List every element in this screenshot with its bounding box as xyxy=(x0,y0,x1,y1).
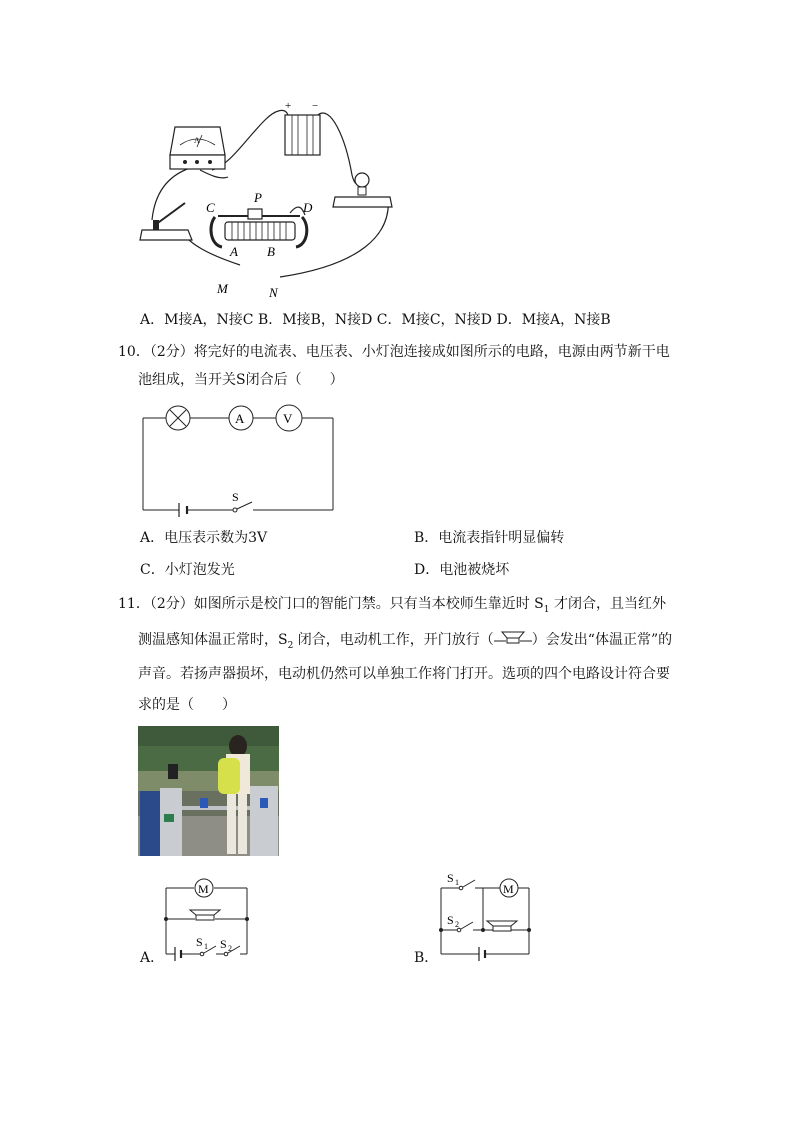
voltmeter-symbol-label: V xyxy=(283,411,293,426)
switch-S2-A-subscript: 2 xyxy=(228,944,232,953)
switch-S1-B-subscript: 1 xyxy=(455,878,459,887)
q11-stem-line3: 声音。若扬声器损坏，电动机仍然可以单独工作将门打开。选项的四个电路设计符合要 xyxy=(138,666,670,682)
battery-device xyxy=(285,100,320,155)
rheostat-device xyxy=(211,209,307,247)
switch-S2-B-label: S xyxy=(447,913,454,927)
q9-apparatus-figure xyxy=(130,95,410,305)
q11-line1-subscript: 1 xyxy=(543,604,550,615)
switch-S1-A-subscript: 1 xyxy=(204,942,208,951)
battery-minus-label: − xyxy=(312,100,319,112)
q11-line2-part-b: 闭合，电动机工作，开门放行（ xyxy=(293,632,494,648)
ammeter-label: A xyxy=(194,136,200,145)
q11-option-B-label: B． xyxy=(414,950,439,966)
label-N: N xyxy=(269,285,278,300)
switch-S1-A-label: S xyxy=(196,935,203,949)
q11-stem-line4: 求的是（ ） xyxy=(138,697,236,713)
q11-stem-line2 xyxy=(138,630,672,656)
q11-line2-part-c: ）会发出“体温正常”的 xyxy=(531,632,673,648)
label-M: M xyxy=(217,281,228,296)
switch-S1-B-label: S xyxy=(447,871,454,885)
battery-plus-label: + xyxy=(285,100,292,112)
q11-line1-part-b: 才闭合，且当红外 xyxy=(549,596,666,612)
q11-line2-part-a: 测温感知体温正常时，S xyxy=(138,632,288,648)
q10-option-B: B．电流表指针明显偏转 xyxy=(414,530,565,546)
label-D: D xyxy=(303,200,313,215)
label-A: A xyxy=(230,244,238,259)
ammeter-device xyxy=(170,127,225,169)
q10-circuit-diagram xyxy=(135,398,345,518)
q11-line1-part-a: 11．（2分）如图所示是校门口的智能门禁。只有当本校师生靠近时 S xyxy=(118,596,544,612)
q10-stem-line1: 10．（2分）将完好的电流表、电压表、小灯泡连接成如图所示的电路，电源由两节新干电 xyxy=(118,344,670,360)
switch-device xyxy=(140,203,192,240)
q10-option-D: D．电池被烧坏 xyxy=(414,562,510,578)
motor-B-label: M xyxy=(503,882,514,896)
label-P: P xyxy=(254,190,262,205)
q10-option-C: C．小灯泡发光 xyxy=(140,562,235,578)
bulb-device xyxy=(333,173,392,207)
school-gate-photo xyxy=(138,726,279,856)
switch-S2-A-label: S xyxy=(220,937,227,951)
q10-option-A: A．电压表示数为3V xyxy=(140,530,268,546)
q11-option-B-circuit xyxy=(435,868,540,964)
q11-option-A-label: A． xyxy=(140,950,165,966)
motor-A-label: M xyxy=(198,882,209,896)
switch-S-label: S xyxy=(232,490,239,504)
q11-option-A-circuit xyxy=(160,876,260,964)
q10-stem-line2: 池组成，当开关S闭合后（ ） xyxy=(138,372,344,388)
speaker-symbol-icon xyxy=(494,630,532,646)
lamp-symbol xyxy=(166,406,190,430)
label-B: B xyxy=(267,244,275,259)
q9-options: A．M接A，N接C B．M接B，N接D C．M接C，N接D D．M接A，N接B xyxy=(140,312,611,328)
q11-line2-subscript: 2 xyxy=(287,640,294,651)
ammeter-symbol-label: A xyxy=(235,411,245,426)
q11-stem-line1 xyxy=(118,594,666,620)
label-C: C xyxy=(206,200,215,215)
switch-S2-B-subscript: 2 xyxy=(455,920,459,929)
